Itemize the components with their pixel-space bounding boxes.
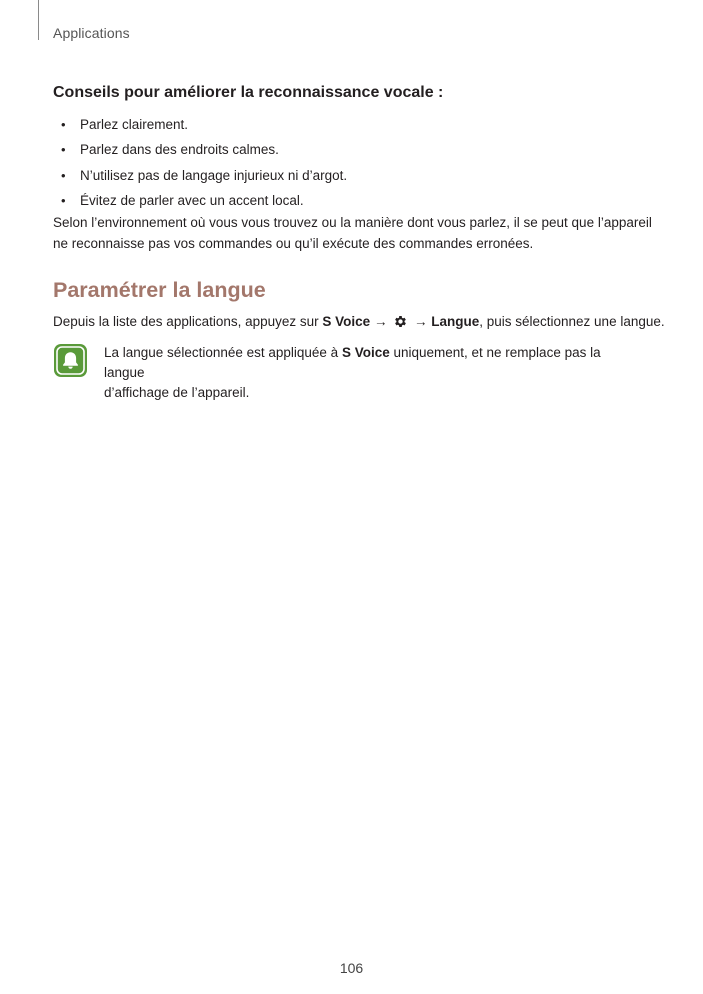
app-name: S Voice <box>322 314 371 329</box>
note-suffix: uniquement, et ne remplace pas la langue <box>104 345 601 380</box>
instruction-prefix: Depuis la liste des applications, appuyez sur <box>53 314 323 329</box>
recognition-paragraph <box>53 213 653 254</box>
list-item <box>53 167 347 192</box>
language-instruction <box>53 313 665 331</box>
list-item <box>53 141 347 166</box>
tips-heading: Conseils pour améliorer la reconnaissance vocale : <box>53 84 444 101</box>
menu-item-langue: Langue <box>431 314 480 329</box>
list-item-text: Évitez de parler avec un accent local. <box>80 192 304 208</box>
note-line-2: d’affichage de l’appareil. <box>104 385 250 400</box>
bullet-icon: • <box>61 167 66 183</box>
note-app-name: S Voice <box>341 345 390 360</box>
arrow: → <box>370 314 392 329</box>
section-title: Paramétrer la langue <box>53 278 266 302</box>
bullet-icon: • <box>61 117 66 132</box>
gear-icon <box>393 314 408 329</box>
instruction-suffix: , puis sélectionnez une langue. <box>479 314 665 329</box>
tips-list <box>53 116 347 217</box>
list-item-text: Parlez clairement. <box>80 117 189 132</box>
arrow: → <box>410 314 432 329</box>
header-rule <box>38 0 39 40</box>
bullet-icon: • <box>61 142 66 158</box>
bell-icon <box>53 343 88 378</box>
paragraph-line-2: ne reconnaisse pas vos commandes ou qu’il exécute des commandes erronées. <box>53 235 534 251</box>
note-text <box>104 343 644 403</box>
list-item-text: Parlez dans des endroits calmes. <box>80 142 279 158</box>
list-item <box>53 116 347 141</box>
list-item-text: N’utilisez pas de langage injurieux ni d’argot. <box>80 167 348 183</box>
bullet-icon: • <box>61 192 66 208</box>
page-number: 106 <box>339 960 364 976</box>
header-section-label: Applications <box>53 25 130 41</box>
paragraph-line-1: Selon l’environnement où vous vous trouvez ou la manière dont vous parlez, il se peut que l’appareil <box>53 215 652 230</box>
note-prefix: La langue sélectionnée est appliquée à <box>104 345 342 360</box>
